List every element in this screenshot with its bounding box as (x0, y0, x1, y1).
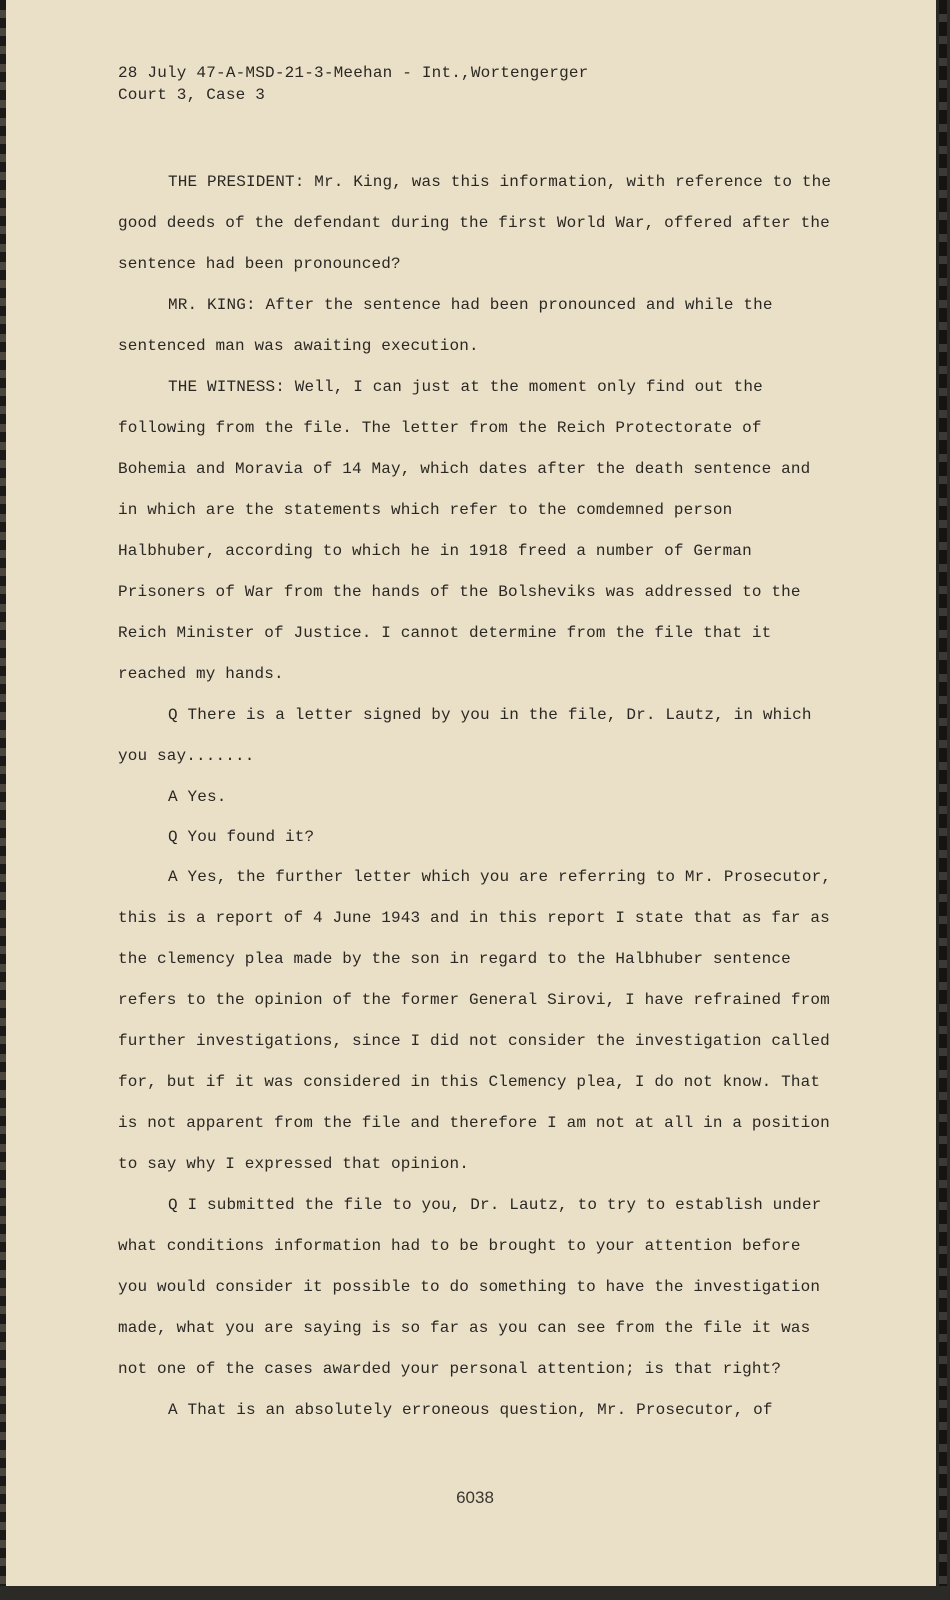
scan-bottom-edge (0, 1586, 950, 1600)
document-header (118, 62, 588, 106)
paragraph-witness-statement: THE WITNESS: Well, I can just at the moment only find out the following from the file. The letter from the Reich Protectorate of Bohemia and Moravia of 14 May, which dates after the death sentence and in which are the statements which refer to the comdemned person Halbhuber, according to which he in 1918 freed a number of German Prisoners of War from the hands of the Bolsheviks was addressed to the Reich Minister of Justice. I cannot determine from the file that it reached my hands. (118, 378, 811, 683)
paragraph-answer-yes: A Yes. (168, 788, 227, 806)
paragraph-question-found: Q You found it? (168, 828, 315, 846)
page-number: 6038 (456, 1488, 494, 1507)
paragraph-king-answer: MR. KING: After the sentence had been pronounced and while the sentenced man was awaiting execution. (118, 296, 773, 355)
transcript-body (118, 162, 838, 1431)
scan-binding-edge (936, 0, 950, 1600)
header-line-2: Court 3, Case 3 (118, 86, 266, 104)
paragraph-question-submitted: Q I submitted the file to you, Dr. Lautz, to try to establish under what conditions information had to be brought to your attention before you would consider it possible to do something to have the investigation made, what you are saying is so far as you can see from the file it was not one of the cases awarded your personal attention; is that right? (118, 1196, 822, 1378)
paragraph-answer-erroneous: A That is an absolutely erroneous question, Mr. Prosecutor, of (168, 1401, 773, 1419)
paragraph-question-letter: Q There is a letter signed by you in the file, Dr. Lautz, in which you say....... (118, 706, 812, 765)
paragraph-president-question: THE PRESIDENT: Mr. King, was this information, with reference to the good deeds of the defendant during the first World War, offered after the sentence had been pronounced? (118, 173, 832, 273)
paragraph-answer-report: A Yes, the further letter which you are referring to Mr. Prosecutor, this is a report of 4 June 1943 and in this report I state that as far as the clemency plea made by the son in regard to the Halbhuber sentence refers to the opinion of the former General Sirovi, I have refrained from further investigations, since I did not consider the investigation called for, but if it was considered in this Clemency plea, I do not know. That is not apparent from the file and therefore I am not at all in a position to say why I expressed that opinion. (118, 868, 832, 1173)
header-line-1: 28 July 47-A-MSD-21-3-Meehan - Int.,Wortengerger (118, 64, 589, 82)
